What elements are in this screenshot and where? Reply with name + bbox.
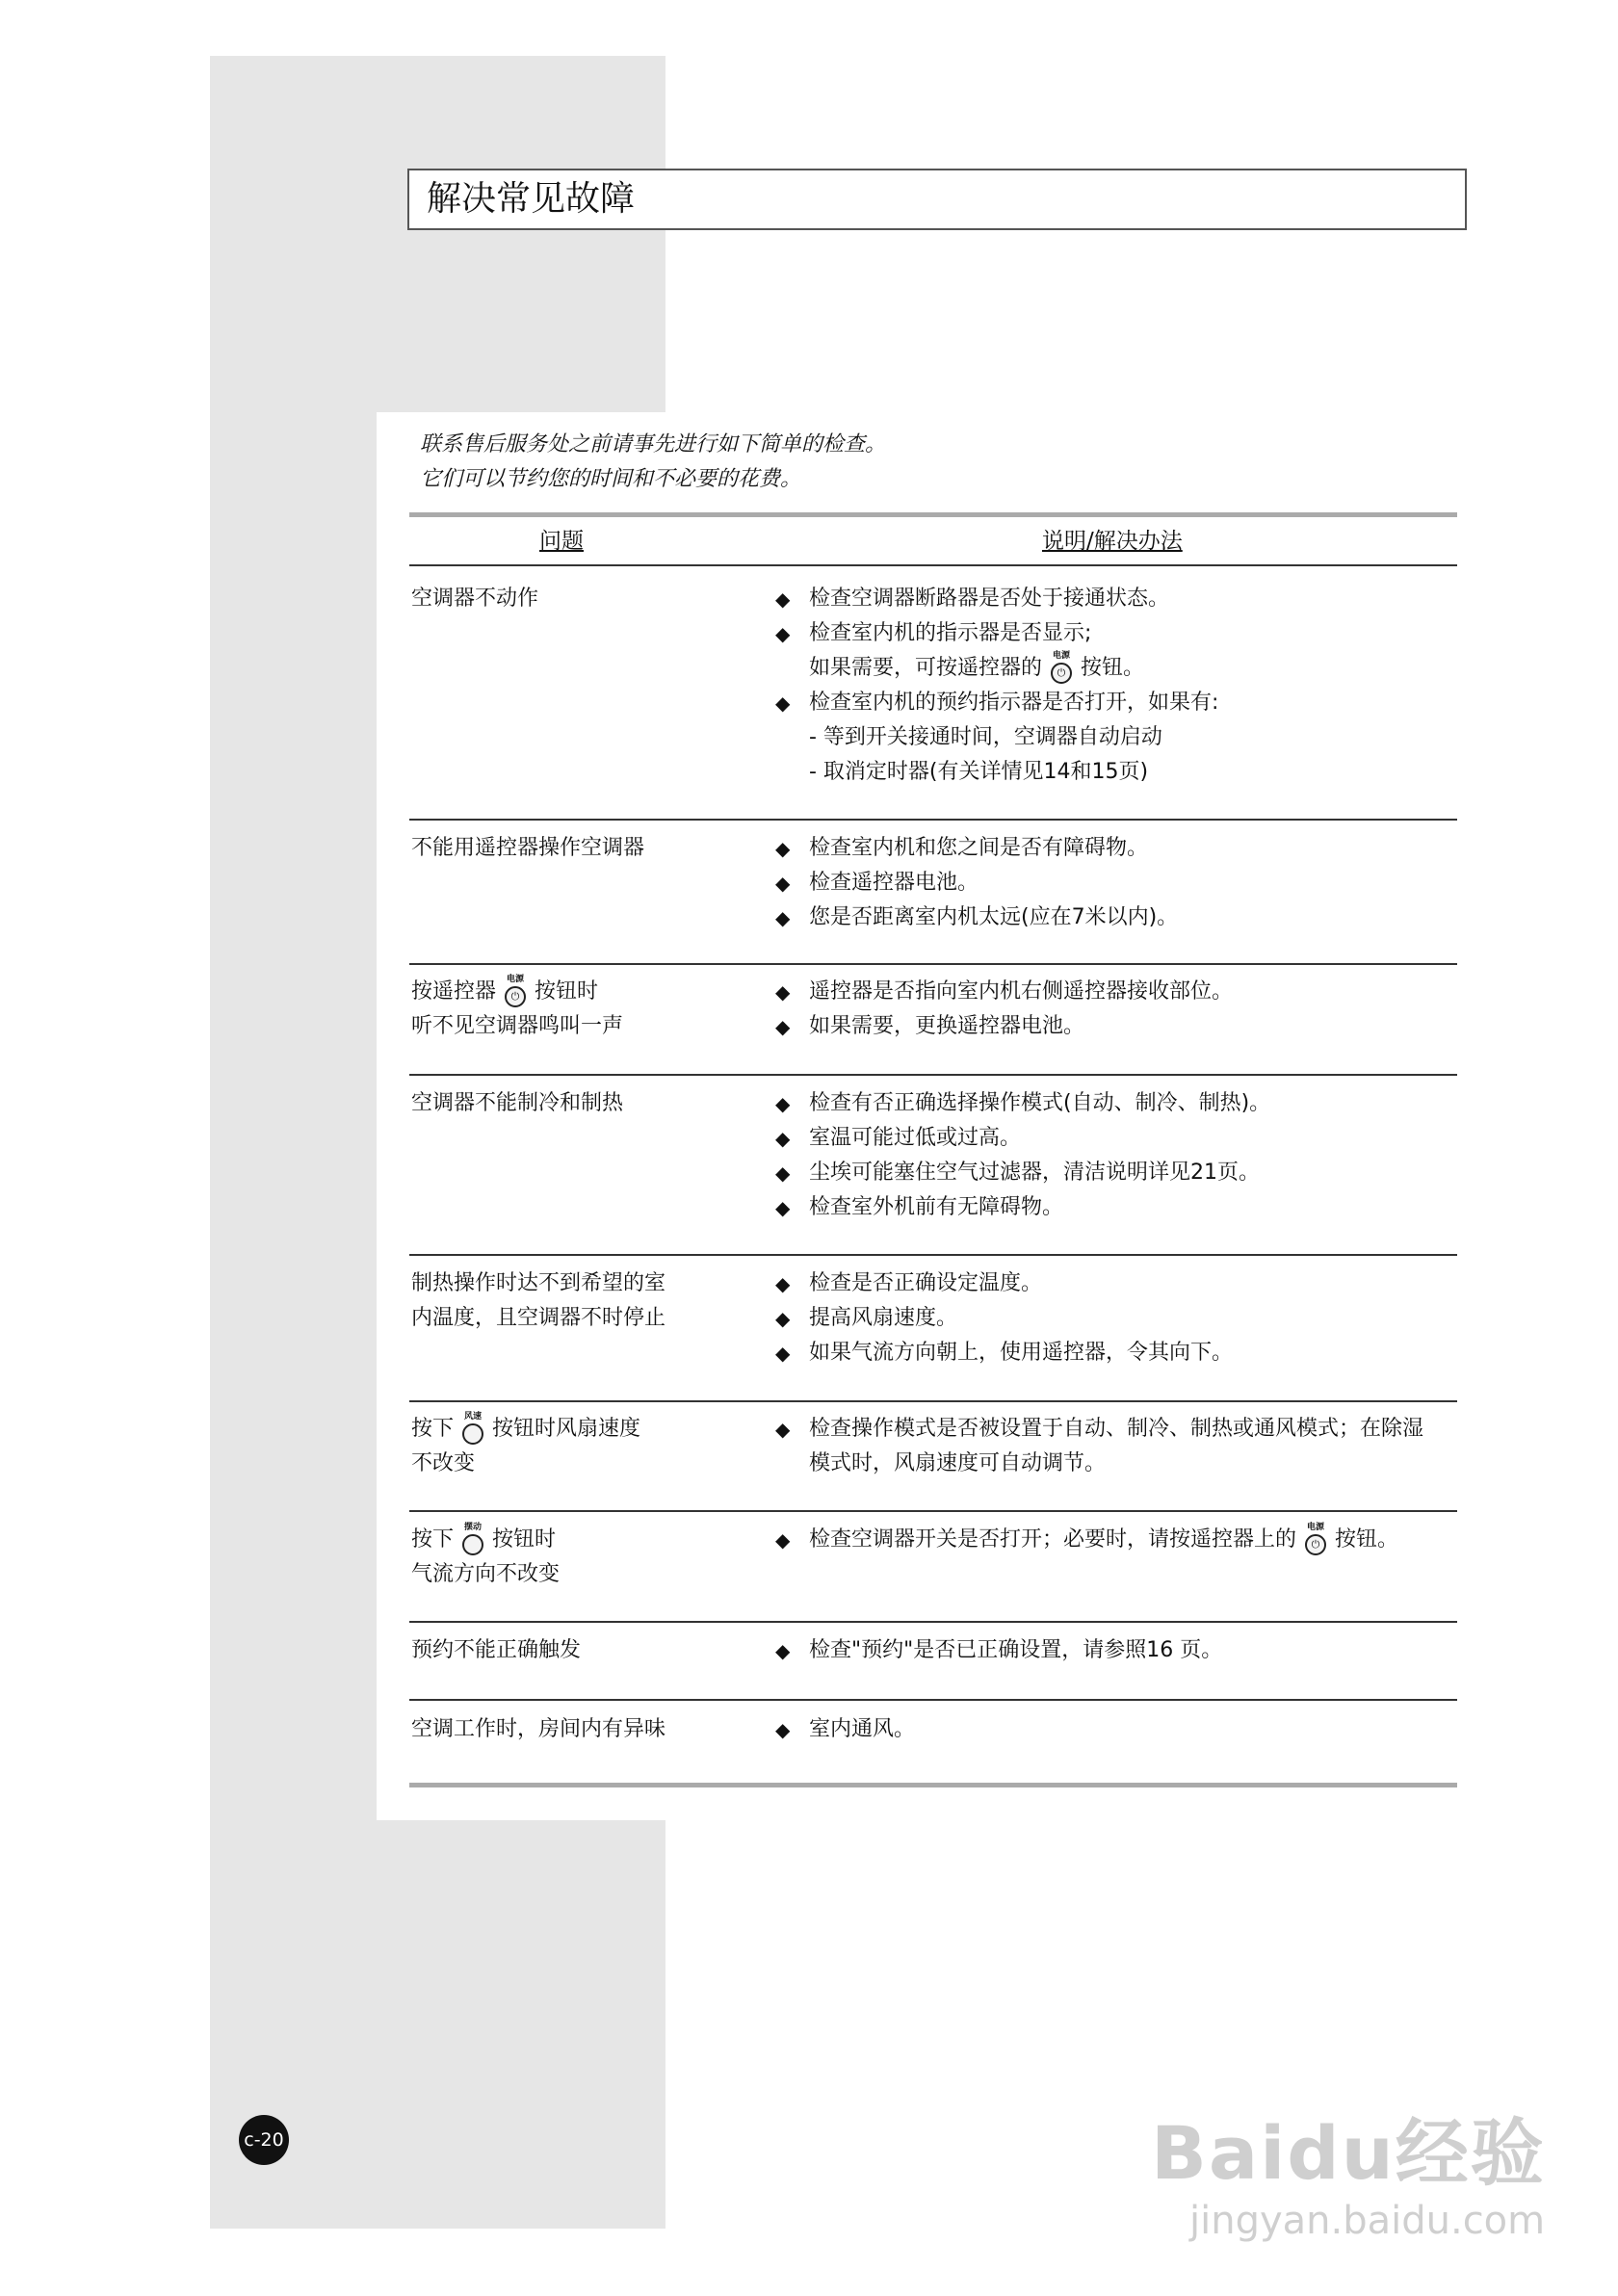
header-solution: 说明/解决办法 bbox=[1042, 529, 1183, 554]
row-divider bbox=[409, 1510, 1457, 1512]
solution-item bbox=[775, 975, 1459, 1009]
solution-item bbox=[775, 1412, 1459, 1447]
diamond-bullet-icon: ◆ bbox=[775, 1528, 791, 1552]
watermark-logo: Baidu经验 bbox=[1151, 2110, 1546, 2196]
solution-item bbox=[775, 1190, 1459, 1225]
solution-cell bbox=[775, 1712, 1459, 1747]
problem-text: 气流方向不改变 bbox=[411, 1562, 561, 1586]
diamond-bullet-icon: ◆ bbox=[775, 1639, 791, 1662]
diamond-bullet-icon: ◆ bbox=[775, 1418, 791, 1441]
problem-cell bbox=[411, 1412, 700, 1481]
solution-item bbox=[775, 866, 1459, 900]
solution-item bbox=[775, 1086, 1459, 1121]
solution-text: 检查室外机前有无障碍物。 bbox=[809, 1195, 1064, 1219]
solution-text: 如果需要，可按遥控器的 bbox=[809, 656, 1043, 680]
diamond-bullet-icon: ◆ bbox=[775, 1161, 791, 1185]
solution-text: 检查空调器开关是否打开；必要时，请按遥控器上的 bbox=[809, 1527, 1297, 1552]
problem-text: 听不见空调器鸣叫一声 bbox=[411, 1014, 624, 1038]
problem-cell bbox=[411, 582, 700, 616]
solution-item bbox=[775, 1266, 1459, 1301]
row-divider bbox=[409, 1074, 1457, 1076]
solution-text: 检查"预约"是否已正确设置，请参照16 页。 bbox=[809, 1638, 1223, 1662]
problem-text-part: 按钮时风扇速度 bbox=[492, 1417, 641, 1441]
solution-continuation: 模式时，风扇速度可自动调节。 bbox=[809, 1451, 1107, 1475]
problem-cell bbox=[411, 1086, 700, 1121]
problem-text: 空调工作时，房间内有异味 bbox=[411, 1717, 666, 1741]
solution-item bbox=[775, 1712, 1459, 1747]
page-number: c-20 bbox=[239, 2115, 289, 2165]
problem-cell bbox=[411, 1712, 700, 1747]
solution-text: 检查操作模式是否被设置于自动、制冷、制热或通风模式；在除湿 bbox=[809, 1417, 1424, 1441]
swing-button-icon bbox=[457, 1524, 488, 1556]
problem-cell bbox=[411, 975, 700, 1044]
power-button-icon: 电源 ⏻ bbox=[500, 976, 531, 1008]
solution-text: 如果需要，更换遥控器电池。 bbox=[809, 1014, 1085, 1038]
solution-subitem: - 等到开关接通时间，空调器自动启动 bbox=[809, 725, 1162, 749]
solution-cell bbox=[775, 1523, 1459, 1557]
problem-cell bbox=[411, 1523, 700, 1592]
problem-text-part: 按钮时 bbox=[535, 979, 599, 1004]
diamond-bullet-icon: ◆ bbox=[775, 1342, 791, 1365]
diamond-bullet-icon: ◆ bbox=[775, 691, 791, 715]
solution-text: 按钮。 bbox=[1335, 1527, 1399, 1552]
solution-item bbox=[775, 582, 1459, 616]
solution-text: 检查室内机和您之间是否有障碍物。 bbox=[809, 836, 1149, 860]
intro-text bbox=[420, 428, 886, 497]
solution-item bbox=[775, 900, 1459, 935]
solution-text: 提高风扇速度。 bbox=[809, 1306, 958, 1330]
solution-text: 尘埃可能塞住空气过滤器，清洁说明详见21页。 bbox=[809, 1161, 1260, 1185]
solution-text: 检查是否正确设定温度。 bbox=[809, 1271, 1043, 1295]
solution-item bbox=[775, 1009, 1459, 1044]
diamond-bullet-icon: ◆ bbox=[775, 1196, 791, 1219]
solution-cell bbox=[775, 831, 1459, 935]
problem-cell bbox=[411, 1633, 700, 1668]
solution-item bbox=[775, 1121, 1459, 1156]
solution-text: 室温可能过低或过高。 bbox=[809, 1126, 1022, 1150]
problem-text: 不改变 bbox=[411, 1451, 476, 1475]
diamond-bullet-icon: ◆ bbox=[775, 980, 791, 1004]
diamond-bullet-icon: ◆ bbox=[775, 1272, 791, 1295]
solution-item bbox=[775, 1156, 1459, 1190]
solution-text: 如果气流方向朝上，使用遥控器，令其向下。 bbox=[809, 1341, 1234, 1365]
diamond-bullet-icon: ◆ bbox=[775, 872, 791, 895]
problem-text: 内温度，且空调器不时停止 bbox=[411, 1306, 666, 1330]
button-caption: 电源 bbox=[1053, 651, 1071, 661]
solution-cell bbox=[775, 1412, 1459, 1481]
table-top-rule bbox=[409, 512, 1457, 517]
diamond-bullet-icon: ◆ bbox=[775, 1092, 791, 1115]
diamond-bullet-icon: ◆ bbox=[775, 587, 791, 611]
problem-text-part: 按下 bbox=[411, 1527, 455, 1552]
diamond-bullet-icon: ◆ bbox=[775, 1307, 791, 1330]
row-divider bbox=[409, 819, 1457, 821]
solution-subitem: - 取消定时器(有关详情见14和15页) bbox=[809, 760, 1149, 784]
solution-item bbox=[775, 686, 1459, 720]
solution-continuation bbox=[775, 651, 1459, 686]
watermark-url: jingyan.baidu.com bbox=[1189, 2199, 1546, 2243]
problem-text: 制热操作时达不到希望的室 bbox=[411, 1271, 666, 1295]
solution-item bbox=[775, 1523, 1459, 1557]
problem-text: 空调器不能制冷和制热 bbox=[411, 1091, 624, 1115]
power-button-icon: 电源 ⏻ bbox=[1300, 1524, 1331, 1556]
problem-text-part: 按下 bbox=[411, 1417, 455, 1441]
solution-item bbox=[775, 1301, 1459, 1336]
solution-text: 检查遥控器电池。 bbox=[809, 871, 979, 895]
button-caption: 电源 bbox=[507, 975, 525, 984]
diamond-bullet-icon: ◆ bbox=[775, 837, 791, 860]
diamond-bullet-icon: ◆ bbox=[775, 622, 791, 645]
solution-item bbox=[775, 1633, 1459, 1668]
header-rule bbox=[409, 564, 1457, 566]
solution-cell bbox=[775, 1086, 1459, 1225]
intro-line: 它们可以节约您的时间和不必要的花费。 bbox=[420, 467, 802, 491]
diamond-bullet-icon: ◆ bbox=[775, 1718, 791, 1741]
button-caption: 电源 bbox=[1307, 1523, 1325, 1532]
row-divider bbox=[409, 1400, 1457, 1402]
problem-text: 预约不能正确触发 bbox=[411, 1638, 582, 1662]
solution-item bbox=[775, 1336, 1459, 1370]
solution-item bbox=[775, 831, 1459, 866]
problem-text-part: 按钮时 bbox=[492, 1527, 557, 1552]
solution-cell bbox=[775, 1633, 1459, 1668]
button-caption: 风速 bbox=[464, 1412, 483, 1422]
header-problem: 问题 bbox=[539, 529, 584, 554]
row-divider bbox=[409, 1254, 1457, 1256]
solution-text: 室内通风。 bbox=[809, 1717, 916, 1741]
problem-text bbox=[411, 1523, 700, 1557]
solution-cell bbox=[775, 582, 1459, 790]
page-title: 解决常见故障 bbox=[427, 179, 636, 219]
solution-text: 检查室内机的预约指示器是否打开，如果有: bbox=[809, 691, 1219, 715]
problem-text bbox=[411, 975, 700, 1009]
button-caption: 摆动 bbox=[464, 1523, 483, 1532]
row-divider bbox=[409, 963, 1457, 965]
solution-text: 遥控器是否指向室内机右侧遥控器接收部位。 bbox=[809, 979, 1234, 1004]
solution-text: 您是否距离室内机太远(应在7米以内)。 bbox=[809, 905, 1179, 929]
fan-speed-button-icon bbox=[457, 1413, 488, 1446]
solution-cell bbox=[775, 1266, 1459, 1370]
table-bottom-rule bbox=[409, 1783, 1457, 1787]
title-box bbox=[407, 169, 1467, 230]
baidu-watermark bbox=[1151, 2095, 1546, 2268]
row-divider bbox=[409, 1621, 1457, 1623]
problem-cell bbox=[411, 831, 700, 866]
diamond-bullet-icon: ◆ bbox=[775, 1015, 791, 1038]
power-button-icon: 电源 ⏻ bbox=[1046, 652, 1077, 685]
solution-text: 检查空调器断路器是否处于接通状态。 bbox=[809, 587, 1170, 611]
solution-text: 按钮。 bbox=[1081, 656, 1145, 680]
problem-text bbox=[411, 1412, 700, 1447]
diamond-bullet-icon: ◆ bbox=[775, 906, 791, 929]
solution-text: 检查室内机的指示器是否显示; bbox=[809, 621, 1092, 645]
solution-cell bbox=[775, 975, 1459, 1044]
problem-text-part: 按遥控器 bbox=[411, 979, 497, 1004]
problem-cell bbox=[411, 1266, 700, 1336]
intro-line: 联系售后服务处之前请事先进行如下简单的检查。 bbox=[420, 432, 887, 457]
problem-text: 空调器不动作 bbox=[411, 587, 539, 611]
problem-text: 不能用遥控器操作空调器 bbox=[411, 836, 645, 860]
solution-text: 检查有否正确选择操作模式(自动、制冷、制热)。 bbox=[809, 1091, 1271, 1115]
diamond-bullet-icon: ◆ bbox=[775, 1127, 791, 1150]
row-divider bbox=[409, 1699, 1457, 1701]
solution-item bbox=[775, 616, 1459, 651]
